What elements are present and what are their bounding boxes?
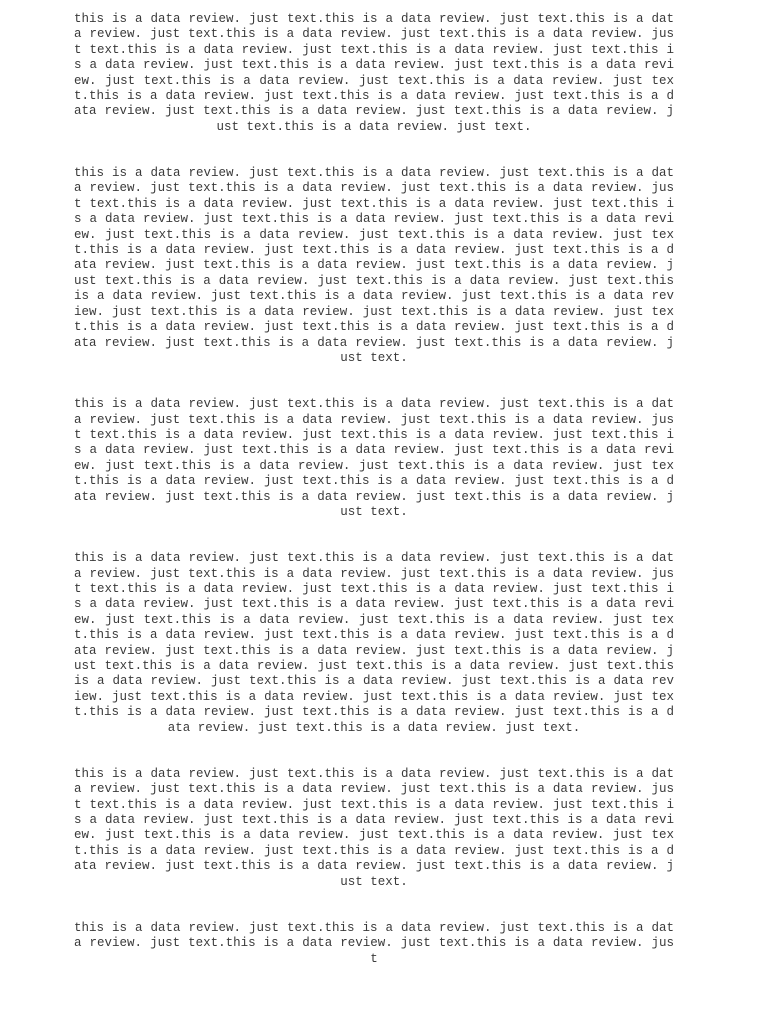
paragraph-1: this is a data review. just text.this is a data review. just text.this is a data review. just text.this is a data review. just text.this is a data review. just text.this is a data review. just text.this is a data review. just text.this is a data review. just text.this is a data review. just text.this is a data review. just text.this is a data review. just text.this is a data review. just text.this is a data review. just text.this is a data review. just text.this is a data review. just text.this is a data review. just text.this is a data review. just text.this is a data review. just text. [74,12,674,134]
document-page [74,12,674,967]
paragraph-5: this is a data review. just text.this is a data review. just text.this is a data review. just text.this is a data review. just text.this is a data review. just text.this is a data review. just text.this is a data review. just text.this is a data review. just text.this is a data review. just text.this is a data review. just text.this is a data review. just text.this is a data review. just text.this is a data review. just text.this is a data review. just text.this is a data review. just text.this is a data review. just text.this is a data review. just text. [74,766,674,889]
paragraph-2: this is a data review. just text.this is a data review. just text.this is a data review. just text.this is a data review. just text.this is a data review. just text.this is a data review. just text.this is a data review. just text.this is a data review. just text.this is a data review. just text.this is a data review. just text.this is a data review. just text.this is a data review. just text.this is a data review. just text.this is a data review. just text.this is a data review. just text.this is a data review. just text.this is a data review. just text.this is a data review. just text.this is a data review. just text.this is a data review. just text.this is a data review. just text.this is a data review. just text.this is a data review. just text.this is a data review. just text.this is a data review. just text.this is a data review. just text.this is a data review. just text.this is a data review. just text.this is a data review. just text. [74,166,674,365]
paragraph-6: this is a data review. just text.this is a data review. just text.this is a data review. just text.this is a data review. just text.this is a data review. just [74,920,674,966]
paragraph-4: this is a data review. just text.this is a data review. just text.this is a data review. just text.this is a data review. just text.this is a data review. just text.this is a data review. just text.this is a data review. just text.this is a data review. just text.this is a data review. just text.this is a data review. just text.this is a data review. just text.this is a data review. just text.this is a data review. just text.this is a data review. just text.this is a data review. just text.this is a data review. just text.this is a data review. just text.this is a data review. just text.this is a data review. just text.this is a data review. just text.this is a data review. just text.this is a data review. just text.this is a data review. just text.this is a data review. just text.this is a data review. just text.this is a data review. just text.this is a data review. just text.this is a data review. just text. [74,551,674,735]
paragraph-3: this is a data review. just text.this is a data review. just text.this is a data review. just text.this is a data review. just text.this is a data review. just text.this is a data review. just text.this is a data review. just text.this is a data review. just text.this is a data review. just text.this is a data review. just text.this is a data review. just text.this is a data review. just text.this is a data review. just text.this is a data review. just text.this is a data review. just text.this is a data review. just text.this is a data review. just text. [74,397,674,519]
